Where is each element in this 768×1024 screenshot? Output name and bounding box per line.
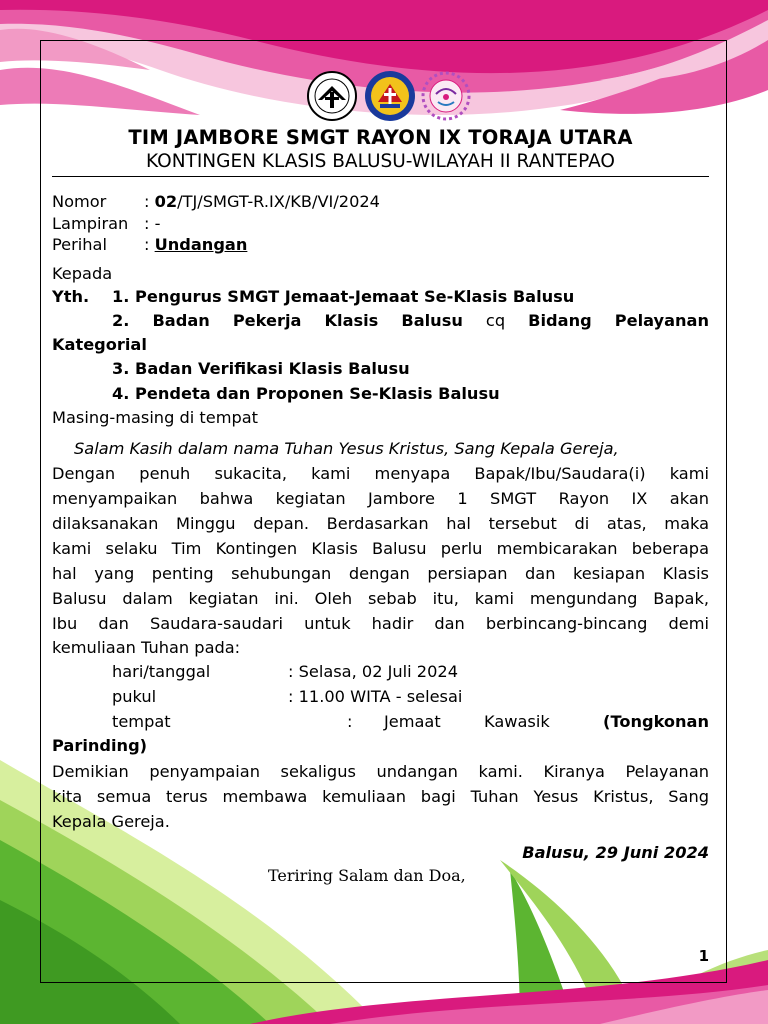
event-time-value: : 11.00 WITA - selesai [288, 687, 463, 706]
recipient-2-bidang: Bidang Pelayanan [528, 311, 709, 330]
recipient-1 [52, 287, 574, 306]
lampiran-label: Lampiran [52, 214, 129, 233]
event-date-label: hari/tanggal [112, 662, 211, 681]
nomor-label: Nomor [52, 192, 107, 211]
lampiran-colon: : [144, 214, 150, 233]
perihal-colon: : [144, 235, 150, 254]
p1-last-line: kemuliaan Tuhan pada: [52, 638, 241, 657]
recipient-3-text: 3. Badan Verifikasi Klasis Balusu [112, 359, 410, 378]
event-date [112, 662, 458, 681]
greeting: Salam Kasih dalam nama Tuhan Yesus Kristus, Sang Kepala Gereja, [74, 439, 619, 458]
p1-line: Balusu dalam kegiatan ini. Oleh sebab itu, kami mengundang Bapak, [52, 589, 709, 608]
gereja-toraja-logo [306, 70, 358, 122]
jambore-smgt-logo [420, 70, 472, 122]
recipient-1-text: 1. Pengurus SMGT Jemaat-Jemaat Se-Klasis Balusu [112, 287, 575, 306]
recipient-2-cont: Kategorial [52, 335, 147, 354]
yth-label: Yth. [52, 287, 90, 306]
nomor-row [52, 192, 380, 211]
event-time [112, 687, 462, 706]
p2-line: Demikian penyampaian sekaligus undangan kami. Kiranya Pelayanan [52, 762, 709, 781]
letterhead-divider [52, 176, 709, 177]
letterhead-subtitle: KONTINGEN KLASIS BALUSU-WILAYAH II RANTEPAO [146, 151, 615, 172]
recipient-4-text: 4. Pendeta dan Proponen Se-Klasis Balusu [112, 384, 500, 403]
event-place-jemaat: Jemaat [384, 712, 441, 731]
header-logos [306, 70, 472, 124]
kepada-label: Kepada [52, 264, 113, 283]
p1-line: Ibu dan Saudara-saudari untuk hadir dan berbincang-bincang demi [52, 614, 709, 633]
p2-line: kita semua terus membawa kemuliaan bagi Tuhan Yesus Kristus, Sang [52, 787, 709, 806]
nomor-code: /TJ/SMGT-R.IX/KB/VI/2024 [177, 192, 380, 211]
recipient-3 [52, 359, 410, 378]
recipient-location: Masing-masing di tempat [52, 408, 259, 427]
recipient-2 [52, 311, 709, 330]
p1-line: hal yang penting sehubungan dengan persiapan dan kesiapan Klasis [52, 564, 709, 583]
p2-last-line: Kepala Gereja. [52, 812, 170, 831]
p1-line: dilaksanakan Minggu depan. Berdasarkan hal tersebut di atas, maka [52, 514, 709, 533]
lampiran-row [52, 214, 160, 233]
event-time-label: pukul [112, 687, 157, 706]
place-date: Balusu, 29 Juni 2024 [522, 843, 709, 862]
perihal-row [52, 235, 247, 254]
nomor-colon: : [144, 192, 150, 211]
event-place-label: tempat [112, 712, 171, 731]
perihal-label: Perihal [52, 235, 107, 254]
recipient-2-text: 2. Badan Pekerja Klasis Balusu [112, 311, 463, 330]
event-place-colon: : [347, 712, 353, 731]
p1-line: kami selaku Tim Kontingen Klasis Balusu perlu membicarakan beberapa [52, 539, 709, 558]
lampiran-value: - [154, 214, 161, 233]
letterhead-title: TIM JAMBORE SMGT RAYON IX TORAJA UTARA [128, 126, 633, 149]
klasis-logo [364, 70, 416, 122]
event-date-value: : Selasa, 02 Juli 2024 [288, 662, 459, 681]
recipient-4 [52, 384, 500, 403]
event-place-cont: Parinding) [52, 736, 148, 755]
closing-salutation: Teriring Salam dan Doa, [268, 866, 466, 885]
page-border [40, 40, 727, 983]
nomor-number: 02 [154, 192, 178, 211]
recipient-2-cq: cq [485, 311, 506, 330]
event-place-kawasik: Kawasik [484, 712, 550, 731]
page-number: 1 [698, 947, 709, 965]
p1-line: Dengan penuh sukacita, kami menyapa Bapak/Ibu/Saudara(i) kami [52, 464, 709, 483]
perihal-value: Undangan [154, 235, 248, 254]
event-place-tongkonan: (Tongkonan [603, 712, 709, 731]
p1-line: menyampaikan bahwa kegiatan Jambore 1 SMGT Rayon IX akan [52, 489, 709, 508]
